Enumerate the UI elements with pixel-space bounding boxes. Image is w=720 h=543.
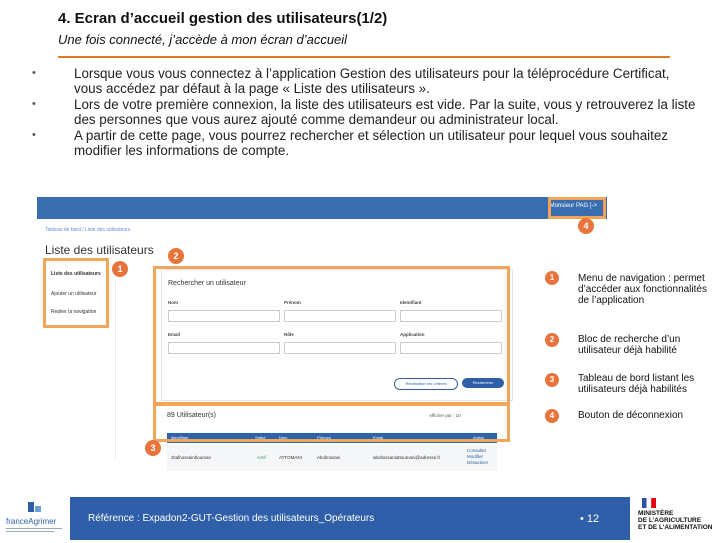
bullet-item: • A partir de cette page, vous pourrez rechercher et sélection un utilisateur pour lequel vous souhaitez modifier les informations de compte.	[32, 128, 668, 158]
column-header[interactable]: Identifiant	[171, 435, 189, 440]
slide-title: 4. Ecran d’accueil gestion des utilisateurs(1/2)	[58, 10, 388, 27]
legend-number: 2	[545, 333, 559, 347]
legend-number: 4	[545, 409, 559, 423]
field-label-nom: Nom	[168, 300, 178, 305]
bullet-icon: •	[32, 67, 36, 79]
field-label-email: Email	[168, 332, 181, 337]
marker-2: 2	[168, 248, 184, 264]
legend-text: Bouton de déconnexion	[578, 410, 684, 421]
highlight-navigation	[43, 258, 109, 328]
field-label-prenom: Prénom	[284, 300, 301, 305]
highlight-logout	[548, 197, 606, 219]
column-header[interactable]: Prénom	[317, 435, 332, 440]
sidebar-item-collapse[interactable]: Replier la navigation	[51, 309, 97, 315]
ministry-line: ET DE L’ALIMENTATION	[638, 524, 713, 531]
title-underline	[58, 56, 670, 58]
cell-nom: ATTOMANI	[279, 455, 302, 460]
cell-prenom: Aboltossani	[317, 455, 341, 460]
bullet-list	[32, 66, 697, 159]
logo-text: franceAgrimer	[6, 517, 57, 526]
legend-text: Tableau de bord listant les utilisateurs déjà habilités	[578, 373, 695, 395]
column-header[interactable]: Email	[373, 435, 384, 440]
ministry-line: DE L’AGRICULTURE	[638, 517, 702, 524]
reset-button[interactable]: Réinitialiser les critères	[394, 378, 458, 390]
marker-1: 1	[112, 261, 128, 277]
field-label-role: Rôle	[284, 332, 294, 337]
field-label-application: Application	[400, 332, 425, 337]
bullet-icon: •	[32, 98, 36, 110]
cell-identifiant: zbalhossainbouman	[171, 455, 212, 460]
users-count: 89 Utilisateur(s)	[167, 412, 217, 419]
ministry-logo	[638, 498, 718, 538]
marker-4: 4	[578, 218, 594, 234]
cell-actions[interactable]: Consulter Modifier Désactiver	[467, 448, 489, 465]
bullet-item: • Lors de votre première connexion, la liste des utilisateurs est vide. Par la suite, vous y retrouverez la liste des personnes que vous aurez ajouté comme demandeur ou administrateur local.	[32, 97, 696, 127]
footer-reference: Référence : Expadon2-GUT-Gestion des utilisateurs_Opérateurs	[88, 513, 375, 524]
marker-3: 3	[145, 440, 161, 456]
highlight-search-block	[153, 266, 510, 406]
sidebar-item-users-list[interactable]: Liste des utilisateurs	[51, 271, 101, 277]
logout-button[interactable]: Monsieur PAG [->	[549, 203, 597, 209]
ministry-line: MINISTÈRE	[638, 510, 674, 517]
legend-number: 1	[545, 271, 559, 285]
legend-text: Bloc de recherche d’un utilisateur déjà habilité	[578, 334, 681, 356]
cell-statut: Actif	[257, 455, 266, 460]
per-page-select[interactable]: Afficher par : 10	[429, 413, 461, 418]
highlight-table	[153, 402, 510, 442]
sidebar-item-add-user[interactable]: Ajouter un utilisateur	[51, 291, 97, 297]
breadcrumb[interactable]: Tableau de bord / Liste des utilisateurs	[45, 227, 131, 233]
table-row[interactable]	[167, 445, 497, 471]
column-header[interactable]: Statut	[255, 435, 266, 440]
search-button[interactable]: Rechercher	[462, 378, 504, 388]
page-number: • 12	[580, 513, 600, 525]
legend-text: Menu de navigation : permet d’accéder aux fonctionnalités de l’application	[578, 273, 707, 306]
column-header: Action	[473, 435, 485, 440]
bullet-item: • Lorsque vous vous connectez à l’application Gestion des utilisateurs pour la téléprocédure Certificat, vous accédez par défaut à la page « Liste des utilisateurs ».	[32, 66, 670, 96]
app-header-bar	[37, 197, 607, 219]
field-label-identifiant: Identifiant	[400, 300, 422, 305]
search-panel-title: Rechercher un utilisateur	[168, 280, 246, 287]
column-header[interactable]: Nom	[279, 435, 288, 440]
legend-number: 3	[545, 373, 559, 387]
slide-subtitle: Une fois connecté, j’accède à mon écran d’accueil	[58, 32, 348, 47]
franceagrimer-logo	[4, 500, 66, 538]
page-title: Liste des utilisateurs	[45, 243, 154, 257]
cell-email: aboltossaniattoumani@adresse.fr	[373, 455, 441, 460]
bullet-icon: •	[32, 129, 36, 141]
